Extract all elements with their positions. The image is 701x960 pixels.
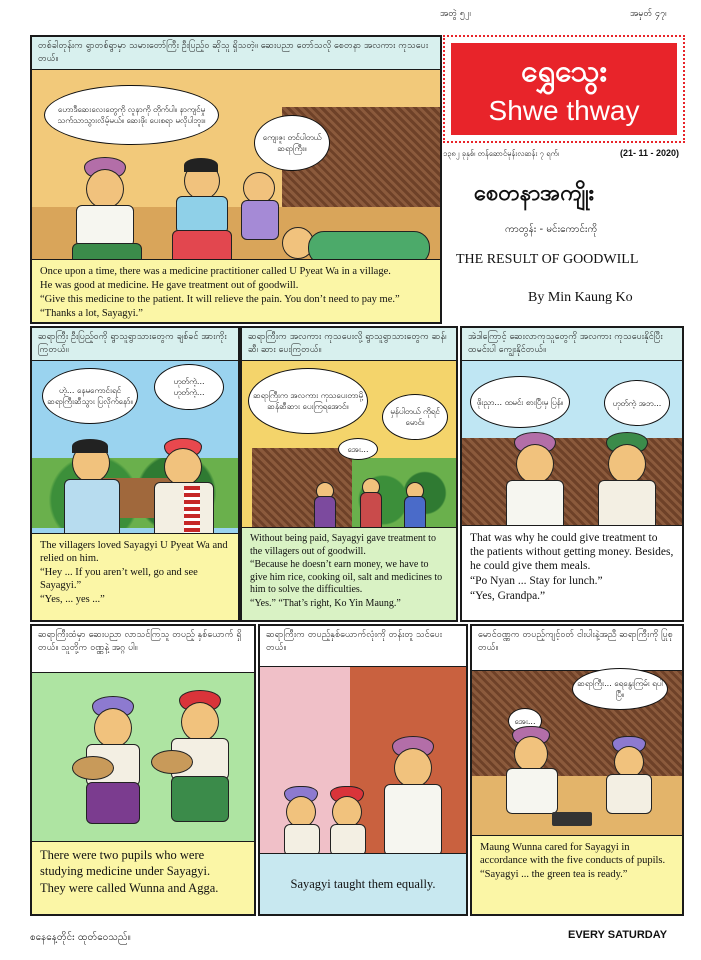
- story-title-mm: စေတနာအကျိုး: [474, 181, 595, 206]
- caption-line: There were two pupils who were studying medicine under Sayagyi.: [40, 848, 211, 878]
- masthead-title-en: Shwe thway: [488, 95, 640, 126]
- caption-line: “Yes.” “That’s right, Ko Yin Maung.”: [250, 597, 401, 609]
- caption-en: [260, 853, 466, 914]
- pupils-figure: [280, 786, 370, 856]
- tea-tray: [552, 812, 592, 826]
- caption-line: Maung Wunna cared for Sayagyi in accordance with the five conducts of pupils.: [480, 842, 666, 866]
- sayagyi-figure: [502, 726, 562, 816]
- sayagyi-figure: [500, 432, 570, 532]
- caption-line: “Give this medicine to the patient. It will relieve the pain. You don’t need to pay me.”: [40, 294, 400, 305]
- speech-bubble: ဟဲ့... နေမကောင်းရင် ဆရာကြီးဆီသွား ပြလိုက်နော်။: [42, 368, 138, 424]
- caption-mm: ဆရာကြီးက အလကား ကုသပေးလို့ ရွာသူရွာသားတွေက ဆန်၊ ဆီ၊ ဆား ပေးကြတယ်။: [242, 328, 456, 361]
- issue-date: (21- 11 - 2020): [620, 148, 680, 158]
- sayagyi-figure: [72, 157, 142, 267]
- caption-en: [462, 525, 682, 620]
- issue-number: အမှတ် ၄၇၊: [630, 9, 667, 19]
- caption-mm: ဆရာကြီးထံမှာ ဆေးပညာ လာသင်ကြသူ တပည့် နှစ်ယောက် ရှိတယ်။ သူတို့က ဝဏ္ဏနဲ့ အဂ္ဂ ပါ။: [32, 626, 254, 673]
- story-title-en: THE RESULT OF GOODWILL: [456, 252, 639, 267]
- caption-line: Sayagyi taught them equally.: [290, 877, 436, 891]
- comic-panel-3: [240, 326, 458, 622]
- pupil-agga-figure: [82, 696, 142, 826]
- speech-bubble: ကျေးဇူး တင်ပါတယ် ဆရာကြီး။: [254, 115, 330, 171]
- caption-en: [472, 835, 682, 914]
- caption-en: [32, 533, 238, 620]
- speech-bubble: ဆရာကြီးက အလကား ကုသပေးတာမို့ ဆန်ဆီဆား ပေးကြရအောင်။: [248, 368, 368, 434]
- masthead-stamp: [443, 35, 685, 143]
- child-figure: [237, 172, 281, 242]
- issue-date-mm: ၁၃၈၂ ခုနှစ်၊ တန်ဆောင်မုန်းလဆန်း ၇ ရက်၊: [443, 149, 560, 158]
- comic-panel-2: [30, 326, 240, 622]
- speech-bubble: ဟုတ်ကဲ့ အဘ...: [604, 380, 670, 426]
- speech-bubble: ဟောဒီဆေးလေးတွေကို လူနာကို တိုက်ပါ။ နာကျင်မှု သက်သာသွားလိမ့်မယ်။ ဆေးဖိုး ပေးစရာ မလိုပါဘူး။: [44, 85, 219, 145]
- caption-line: Without being paid, Sayagyi gave treatment to the villagers out of goodwill.: [250, 533, 436, 557]
- comic-panel-4: [460, 326, 684, 622]
- caption-en: [242, 527, 456, 620]
- comic-panel-5: [30, 624, 256, 916]
- comic-panel-7: [470, 624, 684, 916]
- speech-bubble: မှန်ပါတယ် ကိုရင်မောင်။: [382, 394, 448, 440]
- footer-every-saturday: EVERY SATURDAY: [568, 929, 668, 941]
- speech-bubble: အေး...: [338, 438, 378, 460]
- masthead-red-block: [451, 43, 677, 135]
- story-byline: By Min Kaung Ko: [528, 290, 633, 305]
- caption-line: “Hey ... If you aren’t well, go and see Sayagyi.”: [40, 567, 198, 591]
- pupil-wunna-figure: [167, 690, 231, 826]
- caption-mm: မောင်ဝဏ္ဏက တပည့်ကျင့်ဝတ် ငါးပါးနဲ့အညီ ဆရာကြီးကို ပြုစုတယ်။: [472, 626, 682, 671]
- caption-mm: ဆရာကြီးက တပည့်နှစ်ယောက်လုံးကို တန်းတူ သင်ပေးတယ်။: [260, 626, 466, 667]
- masthead-title-mm: ရွှေသွေး: [521, 54, 607, 89]
- speech-bubble: အေး...: [508, 708, 542, 734]
- caption-line: “Sayagyi ... the green tea is ready.”: [480, 869, 628, 880]
- villager-woman-figure: [172, 162, 232, 267]
- caption-line: They were called Wunna and Agga.: [40, 881, 219, 895]
- speech-bubble: ဟုတ်ကဲ့... ဟုတ်ကဲ့...: [154, 364, 224, 410]
- caption-en: [32, 841, 254, 914]
- issue-volume: အတွဲ ၅၂၊: [440, 9, 471, 19]
- caption-line: “Because he doesn’t earn money, we have to give him rice, cooking oil, salt and medicines to him to solve the difficulties.: [250, 559, 443, 595]
- caption-line: He was good at medicine. He gave treatment out of goodwill.: [40, 280, 299, 291]
- caption-line: Once upon a time, there was a medicine practitioner called U Pyeat Wa in a village.: [40, 266, 391, 277]
- pupil-wunna-figure: [602, 736, 658, 816]
- caption-line: “Thanks a lot, Sayagyi.”: [40, 308, 143, 319]
- story-author-mm: ကာတွန်း - မင်းကောင်းကို: [505, 224, 598, 235]
- comic-panel-1: [30, 35, 442, 324]
- caption-line: “Yes, ... yes ...”: [40, 594, 105, 605]
- caption-line: “Yes, Grandpa.”: [470, 590, 546, 602]
- caption-line: “Po Nyan ... Stay for lunch.”: [470, 575, 603, 587]
- speech-bubble: ဆရာကြီး... ရေနွေးကြမ်း ရပါပြီ။: [572, 668, 668, 710]
- speech-bubble: ဖိုးညှာ... ထမင်း စားပြီးမှ ပြန်။: [470, 376, 570, 428]
- comic-panel-6: [258, 624, 468, 916]
- caption-mm: ဆရာကြီး ဦးပြည့်ဝကို ရွာသူရွာသားတွေက ချစ်ခင် အားကိုးကြတယ်။: [32, 328, 238, 361]
- caption-en: [32, 259, 440, 322]
- caption-mm: တစ်ခါတုန်းက ရွာတစ်ရွာမှာ သမားတော်ကြီး ဦးပြည့်ဝ ဆိုသူ ရှိသတဲ့။ ဆေးပညာ တော်သလို စေတနာ အလကား ကုသပေးတယ်။: [32, 37, 440, 70]
- caption-mm: အဲဒါကြောင့် ဆေးလာကုသူတွေကို အလကား ကုသပေးနိုင်ပြီး ထမင်းပါ ကျွေးနိုင်တယ်။: [462, 328, 682, 361]
- caption-line: The villagers loved Sayagyi U Pyeat Wa and relied on him.: [40, 540, 228, 564]
- caption-line: That was why he could give treatment to the patients without getting money. Besides, he could give them meals.: [470, 532, 674, 572]
- patient-figure: [592, 432, 662, 532]
- footer-publication-note: စနေနေ့တိုင်း ထုတ်ဝေသည်။: [30, 932, 131, 943]
- sayagyi-figure: [378, 736, 448, 856]
